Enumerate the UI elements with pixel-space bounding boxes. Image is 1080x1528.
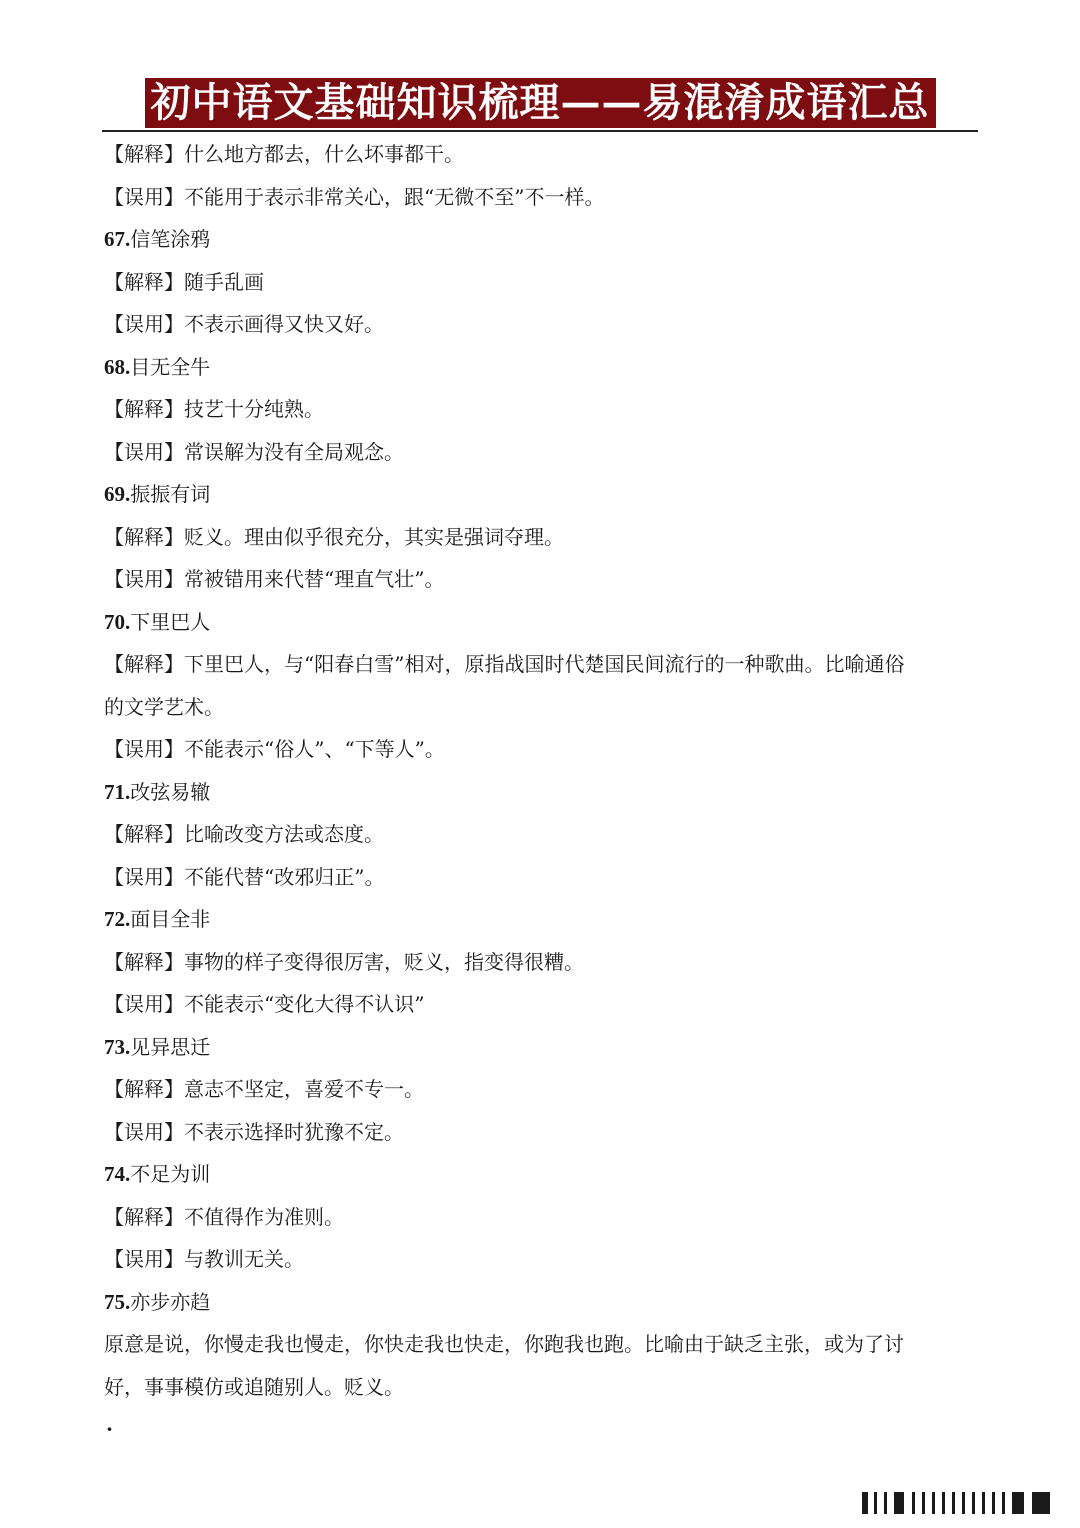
misuse-label: 【误用】 (104, 567, 184, 591)
idiom-number: 71. (104, 779, 131, 804)
idiom-number: 74. (104, 1162, 131, 1186)
explain-label: 【解释】 (104, 949, 184, 974)
explain-line (104, 643, 980, 686)
idiom-name: 目无全牛 (130, 354, 211, 379)
idiom-heading (104, 1026, 980, 1069)
misuse-text: 常被错用来代替“理直气壮”。 (184, 567, 445, 591)
explain-text-cont: 的文学艺术。 (104, 694, 224, 719)
explain-label: 【解释】 (104, 1204, 184, 1229)
explain-label: 【解释】 (104, 524, 184, 549)
explain-text: 技艺十分纯熟。 (184, 397, 324, 421)
idiom-name: 改弦易辙 (130, 779, 211, 804)
misuse-text: 不表示画得又快又好。 (184, 312, 384, 336)
explain-text: 贬义。理由似乎很充分，其实是强词夺理。 (184, 524, 564, 549)
idiom-number: 68. (104, 354, 131, 379)
misuse-text: 不能代替“改邪归正”。 (184, 864, 385, 889)
explain-line (104, 261, 980, 304)
title-underline (102, 130, 978, 132)
misuse-line (104, 983, 980, 1026)
explain-text: 意志不坚定，喜爱不专一。 (184, 1077, 424, 1101)
description-text: 好，事事模仿或追随别人。贬义。 (104, 1374, 404, 1399)
intro-explain-line (104, 133, 980, 176)
idiom-name: 振振有词 (130, 482, 211, 506)
trailing-dot: · (106, 1417, 113, 1441)
idiom-number: 72. (104, 907, 131, 931)
idiom-heading (104, 1281, 980, 1324)
idiom-name: 面目全非 (130, 907, 211, 931)
page-title: 初中语文基础知识梳理——易混淆成语汇总 (145, 78, 936, 128)
idiom-number: 67. (104, 227, 131, 251)
misuse-text: 常误解为没有全局观念。 (184, 439, 404, 464)
idiom-name: 信笔涂鸦 (130, 227, 211, 251)
misuse-line (104, 728, 980, 771)
explain-label: 【解释】 (104, 1077, 184, 1101)
idiom-name: 不足为训 (130, 1162, 211, 1186)
idiom-name: 见异思迁 (130, 1034, 211, 1059)
misuse-label: 【误用】 (104, 439, 184, 464)
misuse-label: 【误用】 (104, 864, 184, 889)
misuse-label: 【误用】 (104, 312, 184, 336)
explain-label: 【解释】 (104, 397, 184, 421)
misuse-label: 【误用】 (104, 1247, 184, 1271)
explain-text: 事物的样子变得很厉害，贬义，指变得很糟。 (184, 949, 584, 974)
misuse-line (104, 856, 980, 899)
description-line (104, 1366, 980, 1409)
misuse-text: 与教训无关。 (184, 1247, 304, 1271)
idiom-heading (104, 601, 980, 644)
idiom-heading (104, 346, 980, 389)
explain-line (104, 1196, 980, 1239)
idiom-number: 73. (104, 1034, 131, 1059)
explain-label: 【解释】 (104, 822, 184, 846)
idiom-name: 下里巴人 (130, 609, 211, 634)
explain-line (104, 516, 980, 559)
idiom-heading (104, 898, 980, 941)
idiom-number: 70. (104, 609, 131, 634)
idiom-number: 69. (104, 482, 131, 506)
explain-label: 【解释】 (104, 652, 184, 676)
description-text: 原意是说，你慢走我也慢走，你快走我也快走，你跑我也跑。比喻由于缺乏主张，或为了讨 (104, 1332, 904, 1356)
misuse-line (104, 558, 980, 601)
explain-label: 【解释】 (104, 142, 184, 166)
idiom-name: 亦步亦趋 (130, 1289, 211, 1314)
idiom-heading (104, 473, 980, 516)
misuse-line (104, 1238, 980, 1281)
description-line (104, 1323, 980, 1366)
idiom-heading (104, 1153, 980, 1196)
explain-text: 下里巴人，与“阳春白雪”相对，原指战国时代楚国民间流行的一种歌曲。比喻通俗 (184, 652, 905, 676)
watermark-logo (862, 1492, 1062, 1514)
document-body (104, 133, 980, 1451)
title-banner (0, 78, 1080, 128)
explain-line (104, 941, 980, 984)
misuse-text: 不能表示“俗人”、“下等人”。 (184, 737, 445, 761)
explain-text: 什么地方都去，什么坏事都干。 (184, 142, 464, 166)
explain-line (104, 1068, 980, 1111)
misuse-text: 不能表示“变化大得不认识” (184, 992, 425, 1016)
misuse-label: 【误用】 (104, 992, 184, 1016)
misuse-text: 不表示选择时犹豫不定。 (184, 1119, 404, 1144)
misuse-text: 不能用于表示非常关心，跟“无微不至”不一样。 (184, 184, 605, 209)
misuse-label: 【误用】 (104, 737, 184, 761)
misuse-line (104, 1111, 980, 1154)
explain-continuation (104, 686, 980, 729)
explain-label: 【解释】 (104, 269, 184, 294)
explain-text: 随手乱画 (184, 269, 264, 294)
intro-misuse-line (104, 176, 980, 219)
misuse-label: 【误用】 (104, 1119, 184, 1144)
misuse-line (104, 303, 980, 346)
explain-line (104, 813, 980, 856)
misuse-label: 【误用】 (104, 184, 184, 209)
explain-line (104, 388, 980, 431)
explain-text: 比喻改变方法或态度。 (184, 822, 384, 846)
idiom-number: 75. (104, 1289, 131, 1314)
idiom-heading (104, 771, 980, 814)
misuse-line (104, 431, 980, 474)
idiom-heading (104, 218, 980, 261)
explain-text: 不值得作为准则。 (184, 1204, 344, 1229)
